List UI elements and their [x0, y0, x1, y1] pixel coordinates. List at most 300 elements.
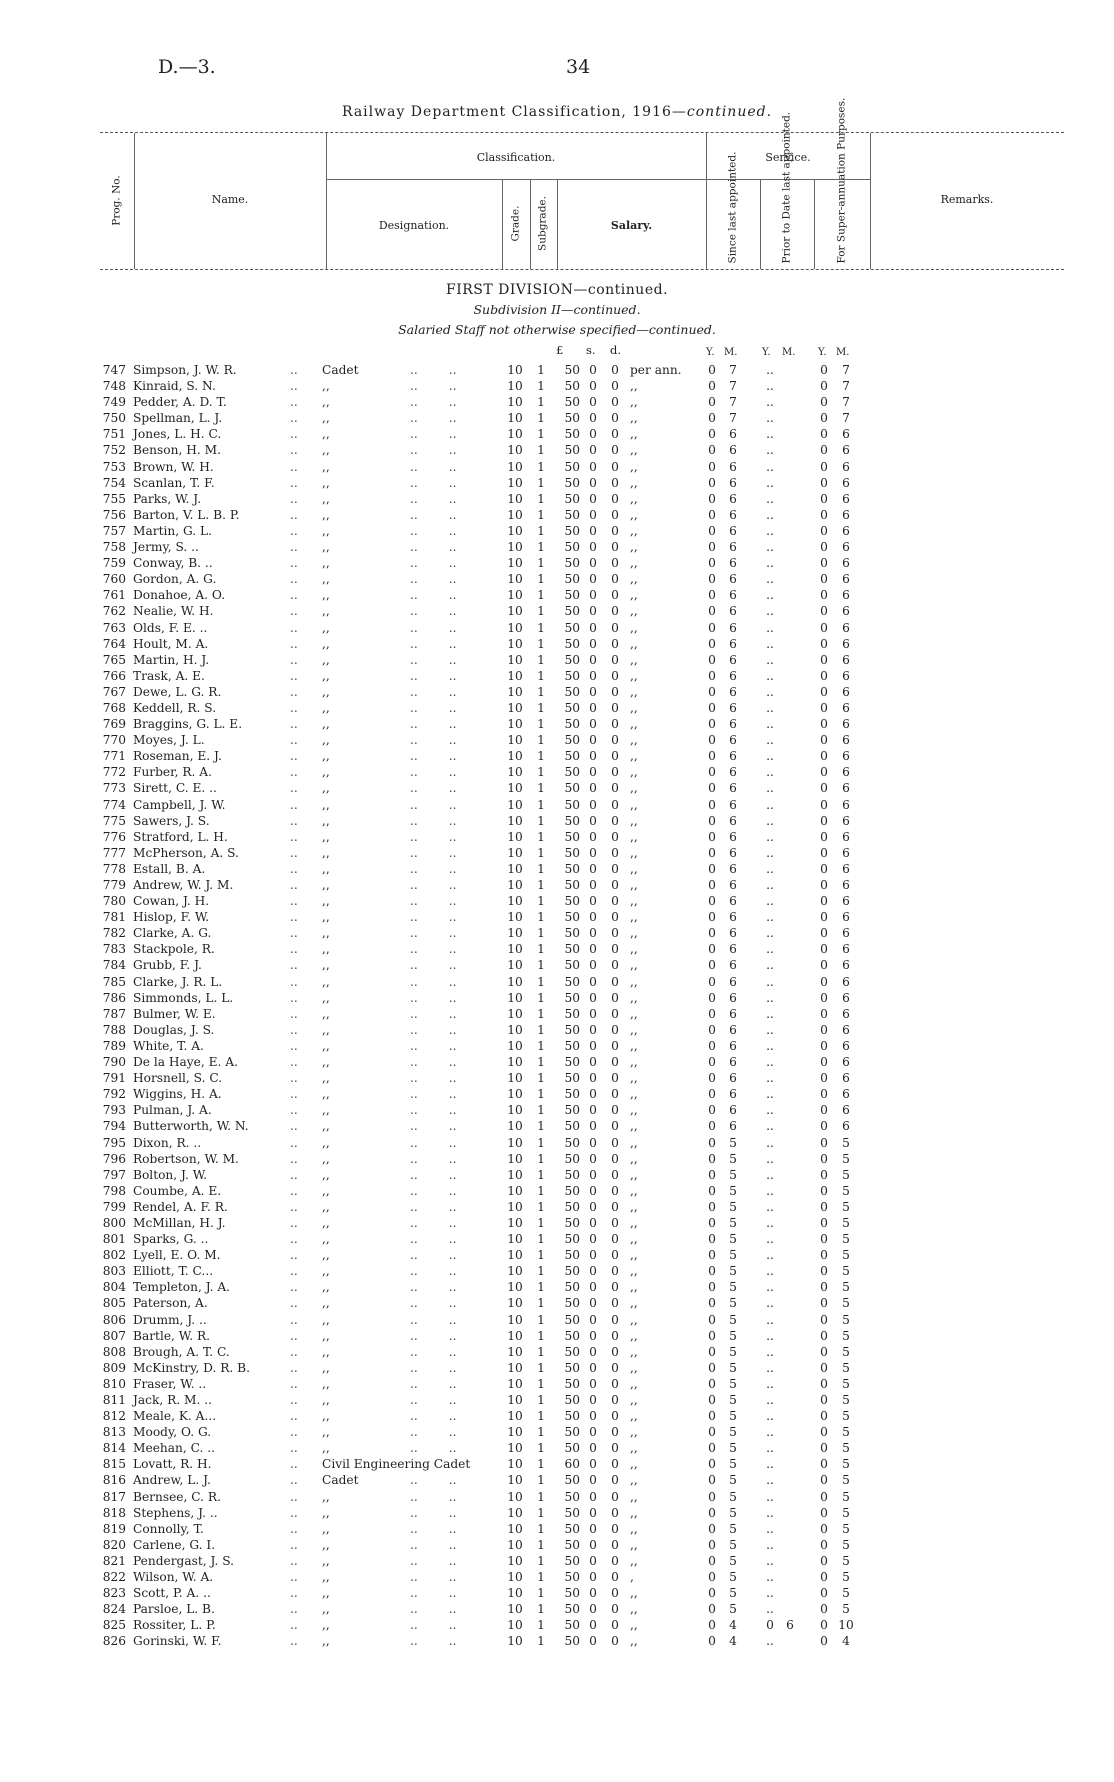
- super-years: 0: [820, 1376, 828, 1391]
- salary-pounds: 50: [564, 942, 580, 957]
- super-years: 0: [820, 475, 828, 490]
- staff-name: Bartle, W. R.: [133, 1328, 210, 1343]
- leader-dots: .. ..: [410, 1473, 457, 1488]
- prog-no: 820: [102, 1537, 126, 1552]
- super-years: 0: [820, 1055, 828, 1070]
- leader-dots: .. ..: [410, 636, 457, 651]
- subgrade: 1: [537, 958, 545, 973]
- prior-years: ..: [766, 604, 774, 619]
- table-row: [100, 1456, 1000, 1472]
- prior-years: ..: [766, 1312, 774, 1327]
- salary-pence: 0: [611, 1312, 619, 1327]
- since-last-months: 6: [729, 781, 737, 796]
- leader-dots: ..: [290, 1312, 298, 1327]
- salary-pence: 0: [611, 1135, 619, 1150]
- super-years: 0: [820, 1038, 828, 1053]
- super-months: 6: [842, 1087, 850, 1102]
- leader-dots: ..: [290, 829, 298, 844]
- salary-shillings: 0: [589, 1360, 597, 1375]
- salary-pence: 0: [611, 1586, 619, 1601]
- table-row: [100, 378, 1000, 394]
- salary-pounds: 50: [564, 1537, 580, 1552]
- unit-months-1: M.: [724, 347, 738, 358]
- salary-pounds: 50: [564, 1586, 580, 1601]
- staff-name: Gordon, A. G.: [133, 572, 217, 587]
- staff-name: Sirett, C. E. ..: [133, 781, 217, 796]
- staff-name: Dixon, R. ..: [133, 1135, 202, 1150]
- super-years: 0: [820, 765, 828, 780]
- table-row: [100, 1392, 1000, 1408]
- super-years: 0: [820, 1183, 828, 1198]
- grade: 10: [507, 894, 523, 909]
- since-last-years: 0: [708, 491, 716, 506]
- salary-pence: 0: [611, 1521, 619, 1536]
- prior-years: ..: [766, 1344, 774, 1359]
- super-months: 5: [842, 1489, 850, 1504]
- salary-pounds: 50: [564, 443, 580, 458]
- grade: 10: [507, 620, 523, 635]
- since-last-years: 0: [708, 1151, 716, 1166]
- subgrade: 1: [537, 1457, 545, 1472]
- grade: 10: [507, 588, 523, 603]
- salary-pence: 0: [611, 1328, 619, 1343]
- grade: 10: [507, 1022, 523, 1037]
- since-last-years: 0: [708, 1489, 716, 1504]
- subgrade: 1: [537, 459, 545, 474]
- prog-no: 757: [102, 523, 126, 538]
- super-months: 7: [842, 395, 850, 410]
- since-last-years: 0: [708, 845, 716, 860]
- prior-years: ..: [766, 894, 774, 909]
- salary-pence: 0: [611, 588, 619, 603]
- salary-shillings: 0: [589, 684, 597, 699]
- since-last-years: 0: [708, 1103, 716, 1118]
- since-last-months: 6: [729, 475, 737, 490]
- prog-no: 749: [102, 395, 126, 410]
- super-months: 4: [842, 1634, 850, 1649]
- salary-pence: 0: [611, 636, 619, 651]
- leader-dots: .. ..: [410, 1232, 457, 1247]
- table-row: [100, 1440, 1000, 1456]
- since-last-months: 7: [729, 363, 737, 377]
- staff-name: Clarke, A. G.: [133, 926, 212, 941]
- salary-pence: 0: [611, 813, 619, 828]
- designation: ,,: [322, 1344, 330, 1359]
- subgrade: 1: [537, 1328, 545, 1343]
- salary-period: ,,: [630, 572, 638, 587]
- staff-name: Hislop, F. W.: [133, 910, 210, 925]
- salary-pence: 0: [611, 765, 619, 780]
- leader-dots: ..: [290, 1280, 298, 1295]
- table-row: [100, 1601, 1000, 1617]
- salary-shillings: 0: [589, 1570, 597, 1585]
- prog-no: 803: [102, 1264, 126, 1279]
- salary-pounds: 50: [564, 636, 580, 651]
- super-months: 6: [842, 700, 850, 715]
- leader-dots: .. ..: [410, 733, 457, 748]
- since-last-months: 5: [729, 1232, 737, 1247]
- grade: 10: [507, 1183, 523, 1198]
- super-years: 0: [820, 588, 828, 603]
- staff-name: Conway, B. ..: [133, 556, 213, 571]
- super-months: 6: [842, 620, 850, 635]
- salary-shillings: 0: [589, 1264, 597, 1279]
- super-months: 6: [842, 1038, 850, 1053]
- subgrade: 1: [537, 620, 545, 635]
- since-last-months: 6: [729, 652, 737, 667]
- table-row: [100, 1151, 1000, 1167]
- leader-dots: .. ..: [410, 1248, 457, 1263]
- since-last-years: 0: [708, 990, 716, 1005]
- leader-dots: .. ..: [410, 1586, 457, 1601]
- prior-years: ..: [766, 1296, 774, 1311]
- leader-dots: ..: [290, 926, 298, 941]
- header-designation: Designation.: [378, 219, 450, 232]
- designation: ,,: [322, 861, 330, 876]
- prior-years: ..: [766, 1489, 774, 1504]
- salary-pounds: 50: [564, 1521, 580, 1536]
- super-years: 0: [820, 1135, 828, 1150]
- staff-name: Pulman, J. A.: [133, 1103, 212, 1118]
- prior-years: ..: [766, 668, 774, 683]
- salary-period: ,,: [630, 1376, 638, 1391]
- subgrade: 1: [537, 1248, 545, 1263]
- since-last-years: 0: [708, 1441, 716, 1456]
- table-row: [100, 1360, 1000, 1376]
- leader-dots: ..: [290, 1457, 298, 1472]
- grade: 10: [507, 1087, 523, 1102]
- staff-name: Fraser, W. ..: [133, 1376, 207, 1391]
- super-months: 7: [842, 379, 850, 394]
- designation: ,,: [322, 427, 330, 442]
- prior-years: ..: [766, 1199, 774, 1214]
- table-row: [100, 1263, 1000, 1279]
- super-months: 6: [842, 475, 850, 490]
- grade: 10: [507, 1199, 523, 1214]
- salary-pounds: 50: [564, 459, 580, 474]
- super-years: 0: [820, 910, 828, 925]
- salary-period: ,,: [630, 636, 638, 651]
- prog-no: 789: [102, 1038, 126, 1053]
- super-years: 0: [820, 443, 828, 458]
- salary-pence: 0: [611, 1602, 619, 1617]
- salary-pounds: 50: [564, 1183, 580, 1198]
- prior-years: ..: [766, 1087, 774, 1102]
- leader-dots: .. ..: [410, 781, 457, 796]
- since-last-years: 0: [708, 749, 716, 764]
- salary-pounds: 50: [564, 813, 580, 828]
- staff-name: Furber, R. A.: [133, 765, 212, 780]
- table-row: [100, 716, 1000, 732]
- leader-dots: .. ..: [410, 813, 457, 828]
- since-last-years: 0: [708, 620, 716, 635]
- leader-dots: .. ..: [410, 894, 457, 909]
- prog-no: 774: [102, 797, 126, 812]
- salary-shillings: 0: [589, 910, 597, 925]
- since-last-years: 0: [708, 1425, 716, 1440]
- table-row: [100, 652, 1000, 668]
- salary-shillings: 0: [589, 1038, 597, 1053]
- table-row: [100, 1376, 1000, 1392]
- unit-shillings: s.: [586, 343, 596, 357]
- prior-years: ..: [766, 1634, 774, 1649]
- staff-name: Wilson, W. A.: [133, 1570, 214, 1585]
- staff-name: Brown, W. H.: [133, 459, 214, 474]
- leader-dots: ..: [290, 1022, 298, 1037]
- prog-no: 811: [102, 1393, 126, 1407]
- subgrade: 1: [537, 829, 545, 844]
- salary-period: ,,: [630, 926, 638, 941]
- since-last-months: 6: [729, 1006, 737, 1021]
- grade: 10: [507, 1232, 523, 1247]
- designation: Cadet: [322, 363, 359, 377]
- salary-pounds: 50: [564, 668, 580, 683]
- super-years: 0: [820, 1360, 828, 1375]
- leader-dots: .. ..: [410, 1022, 457, 1037]
- since-last-years: 0: [708, 395, 716, 410]
- super-months: 5: [842, 1167, 850, 1182]
- super-years: 0: [820, 652, 828, 667]
- grade: 10: [507, 1135, 523, 1150]
- designation: ,,: [322, 1376, 330, 1391]
- salary-pence: 0: [611, 1215, 619, 1230]
- staff-name: Hoult, M. A.: [133, 636, 209, 651]
- since-last-years: 0: [708, 1409, 716, 1424]
- subgrade: 1: [537, 1473, 545, 1488]
- table-row: [100, 700, 1000, 716]
- unit-years-2: Y.: [762, 347, 771, 358]
- salary-shillings: 0: [589, 733, 597, 748]
- leader-dots: ..: [290, 733, 298, 748]
- super-years: 0: [820, 604, 828, 619]
- salary-pence: 0: [611, 1376, 619, 1391]
- subgrade: 1: [537, 507, 545, 522]
- subgrade: 1: [537, 1135, 545, 1150]
- grade: 10: [507, 700, 523, 715]
- salary-pence: 0: [611, 427, 619, 442]
- since-last-months: 5: [729, 1570, 737, 1585]
- salary-period: ,,: [630, 1409, 638, 1424]
- salary-shillings: 0: [589, 1473, 597, 1488]
- salary-pounds: 50: [564, 1280, 580, 1295]
- prior-years: ..: [766, 1151, 774, 1166]
- table-row: [100, 362, 1000, 378]
- prior-years: ..: [766, 749, 774, 764]
- salary-shillings: 0: [589, 990, 597, 1005]
- prog-no: 822: [102, 1570, 126, 1585]
- grade: 10: [507, 1038, 523, 1053]
- grade: 10: [507, 990, 523, 1005]
- salary-pence: 0: [611, 910, 619, 925]
- leader-dots: .. ..: [410, 443, 457, 458]
- designation: ,,: [322, 1280, 330, 1295]
- leader-dots: ..: [290, 1505, 298, 1520]
- staff-name: Stratford, L. H.: [133, 829, 228, 844]
- staff-heading: Salaried Staff not otherwise specified—continued.: [398, 322, 716, 337]
- staff-name: Andrew, L. J.: [133, 1473, 211, 1488]
- subgrade: 1: [537, 1570, 545, 1585]
- prior-years: ..: [766, 1183, 774, 1198]
- prior-years: ..: [766, 861, 774, 876]
- salary-pounds: 50: [564, 1344, 580, 1359]
- subgrade: 1: [537, 1634, 545, 1649]
- leader-dots: ..: [290, 942, 298, 957]
- leader-dots: ..: [290, 556, 298, 571]
- since-last-months: 6: [729, 459, 737, 474]
- salary-pounds: 50: [564, 523, 580, 538]
- subgrade: 1: [537, 379, 545, 394]
- prior-years: ..: [766, 1457, 774, 1472]
- prog-no: 754: [102, 475, 126, 490]
- salary-period: ,,: [630, 700, 638, 715]
- leader-dots: ..: [290, 1344, 298, 1359]
- salary-period: ,,: [630, 797, 638, 812]
- super-months: 5: [842, 1264, 850, 1279]
- grade: 10: [507, 861, 523, 876]
- staff-name: Elliott, T. C...: [133, 1264, 214, 1279]
- since-last-years: 0: [708, 781, 716, 796]
- since-last-months: 6: [729, 894, 737, 909]
- salary-period: ,,: [630, 620, 638, 635]
- super-years: 0: [820, 1634, 828, 1649]
- salary-period: ,,: [630, 813, 638, 828]
- leader-dots: ..: [290, 1489, 298, 1504]
- super-years: 0: [820, 1167, 828, 1182]
- super-years: 0: [820, 684, 828, 699]
- salary-shillings: 0: [589, 1505, 597, 1520]
- grade: 10: [507, 411, 523, 426]
- since-last-months: 6: [729, 1038, 737, 1053]
- since-last-years: 0: [708, 443, 716, 458]
- since-last-years: 0: [708, 1183, 716, 1198]
- super-months: 6: [842, 443, 850, 458]
- subgrade: 1: [537, 1199, 545, 1214]
- grade: 10: [507, 1376, 523, 1391]
- salary-shillings: 0: [589, 813, 597, 828]
- leader-dots: .. ..: [410, 1328, 457, 1343]
- subgrade: 1: [537, 1537, 545, 1552]
- grade: 10: [507, 942, 523, 957]
- super-years: 0: [820, 749, 828, 764]
- table-row: [100, 1505, 1000, 1521]
- subgrade: 1: [537, 1586, 545, 1601]
- salary-pounds: 50: [564, 765, 580, 780]
- super-months: 5: [842, 1296, 850, 1311]
- since-last-years: 0: [708, 1087, 716, 1102]
- prior-years: ..: [766, 540, 774, 555]
- prior-years: ..: [766, 1071, 774, 1086]
- staff-name: Douglas, J. S.: [133, 1022, 215, 1037]
- leader-dots: ..: [290, 813, 298, 828]
- designation: ,,: [322, 733, 330, 748]
- since-last-months: 5: [729, 1135, 737, 1150]
- leader-dots: .. ..: [410, 700, 457, 715]
- prog-no: 748: [102, 379, 126, 394]
- leader-dots: .. ..: [410, 958, 457, 973]
- salary-period: per ann.: [630, 363, 682, 377]
- prior-years: ..: [766, 1022, 774, 1037]
- super-months: 5: [842, 1328, 850, 1343]
- since-last-months: 6: [729, 540, 737, 555]
- prior-years: ..: [766, 1441, 774, 1456]
- salary-pence: 0: [611, 475, 619, 490]
- leader-dots: ..: [290, 717, 298, 732]
- prog-no: 797: [102, 1167, 126, 1182]
- salary-pence: 0: [611, 942, 619, 957]
- super-years: 0: [820, 507, 828, 522]
- super-years: 0: [820, 894, 828, 909]
- table-row: [100, 636, 1000, 652]
- prior-years: ..: [766, 797, 774, 812]
- salary-pounds: 50: [564, 1489, 580, 1504]
- prior-years: ..: [766, 523, 774, 538]
- salary-pence: 0: [611, 1618, 619, 1633]
- subgrade: 1: [537, 1344, 545, 1359]
- prog-no: 812: [102, 1409, 126, 1424]
- table-row: [100, 668, 1000, 684]
- salary-pence: 0: [611, 1038, 619, 1053]
- super-years: 0: [820, 1296, 828, 1311]
- super-years: 0: [820, 926, 828, 941]
- designation: ,,: [322, 878, 330, 892]
- super-months: 5: [842, 1409, 850, 1424]
- since-last-months: 6: [729, 958, 737, 973]
- since-last-years: 0: [708, 556, 716, 571]
- since-last-years: 0: [708, 1618, 716, 1633]
- since-last-months: 5: [729, 1280, 737, 1295]
- table-row: [100, 797, 1000, 813]
- subgrade: 1: [537, 427, 545, 442]
- salary-shillings: 0: [589, 1537, 597, 1552]
- salary-period: ,,: [630, 1634, 638, 1649]
- table-row: [100, 1231, 1000, 1247]
- salary-pence: 0: [611, 1537, 619, 1552]
- staff-name: Spellman, L. J.: [133, 411, 223, 426]
- unit-years-3: Y.: [818, 347, 827, 358]
- since-last-months: 5: [729, 1537, 737, 1552]
- prog-no: 808: [102, 1344, 126, 1359]
- super-years: 0: [820, 1006, 828, 1021]
- subgrade: 1: [537, 1151, 545, 1166]
- prior-years: ..: [766, 1473, 774, 1488]
- since-last-years: 0: [708, 1376, 716, 1391]
- salary-period: ,,: [630, 781, 638, 796]
- prior-years: ..: [766, 636, 774, 651]
- grade: 10: [507, 491, 523, 506]
- salary-period: ,,: [630, 1280, 638, 1295]
- leader-dots: ..: [290, 363, 298, 377]
- since-last-months: 4: [729, 1634, 737, 1649]
- super-months: 6: [842, 636, 850, 651]
- salary-period: ,,: [630, 942, 638, 957]
- table-row: [100, 990, 1000, 1006]
- staff-name: Parsloe, L. B.: [133, 1602, 215, 1617]
- salary-pounds: 50: [564, 1055, 580, 1070]
- designation: ,,: [322, 556, 330, 571]
- grade: 10: [507, 1425, 523, 1440]
- title-continued: continued.: [686, 104, 773, 120]
- leader-dots: .. ..: [410, 604, 457, 619]
- salary-period: ,,: [630, 1441, 638, 1456]
- salary-pence: 0: [611, 1151, 619, 1166]
- salary-shillings: 0: [589, 1183, 597, 1198]
- prior-years: ..: [766, 910, 774, 925]
- super-years: 0: [820, 942, 828, 957]
- salary-period: ,,: [630, 1489, 638, 1504]
- salary-pence: 0: [611, 797, 619, 812]
- salary-period: ,,: [630, 829, 638, 844]
- salary-pounds: 50: [564, 540, 580, 555]
